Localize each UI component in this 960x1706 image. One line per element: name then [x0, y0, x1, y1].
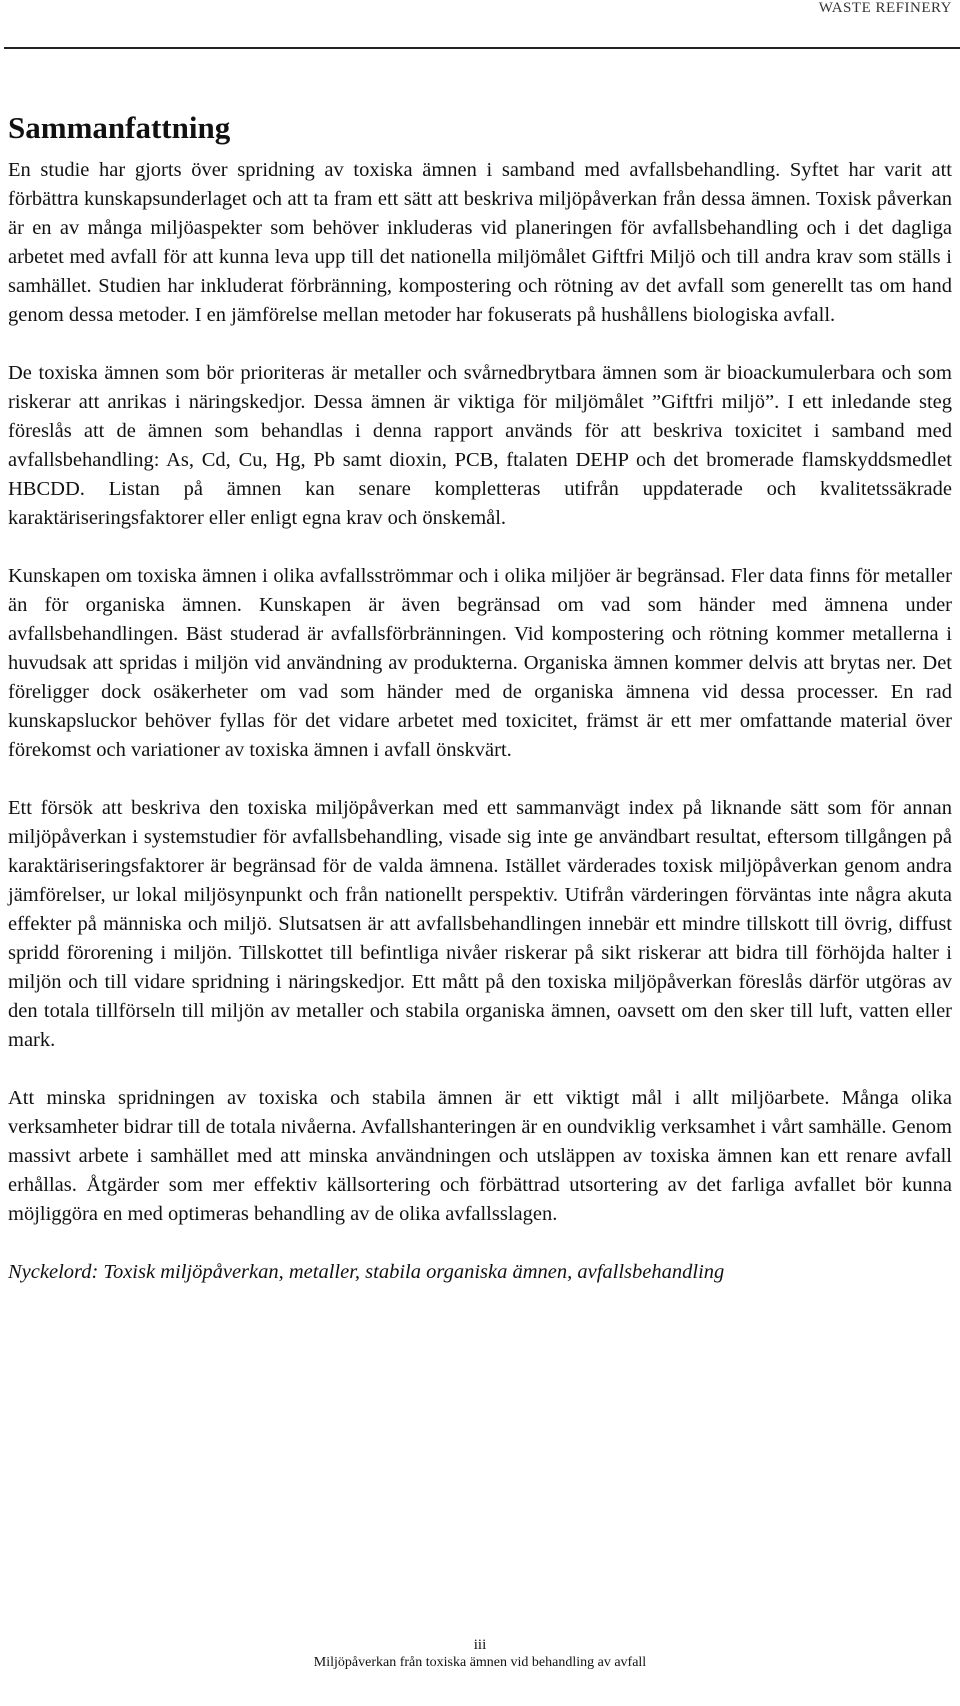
paragraph-5: Att minska spridningen av toxiska och stabila ämnen är ett viktigt mål i allt miljöarbete. Många olika verksamheter bidrar till de totala nivåerna. Avfallshanteringen är en oundviklig verksamhet i vårt samhälle. Genom massivt arbete i samhället med att minska användningen och utsläppen av toxiska ämnen kan ett renare avfall erhållas. Åtgärder som mer effektiv källsortering och förbättrad utsortering av det farliga avfallet bör kunna möjliggöra en med optimeras behandling av de olika avfallsslagen.: [8, 1087, 952, 1225]
page-number: iii: [473, 1637, 487, 1653]
header-divider: [4, 47, 960, 49]
document-body: [8, 108, 952, 1316]
paragraph-4: Ett försök att beskriva den toxiska miljöpåverkan med ett sammanvägt index på liknande sätt som för annan miljöpåverkan i systemstudier för avfallsbehandling, visade sig inte ge användbart resultat, eftersom tillgången på karaktäriseringsfaktorer är begränsad för de valda ämnena. Istället värderades toxisk miljöpåverkan genom andra jämförelser, ur lokal miljösynpunkt och från nationellt perspektiv. Utifrån värderingen förväntas inte några akuta effekter på människa och miljö. Slutsatsen är att avfallsbehandlingen innebär ett mindre tillskott till övrig, diffust spridd förorening i miljön. Tillskottet till befintliga nivåer riskerar på sikt riskerar att bidra till förhöjda halter i miljön och till vidare spridning i näringskedjor. Ett mått på den toxiska miljöpåverkan föreslås därför utgöras av den totala tillförseln till miljön av metaller och stabila organiska ämnen, oavsett om den sker till luft, vatten eller mark.: [8, 797, 952, 1051]
running-header: WASTE REFINERY: [818, 0, 952, 16]
section-title: Sammanfattning: [8, 110, 231, 145]
keywords: Nyckelord: Toxisk miljöpåverkan, metaller, stabila organiska ämnen, avfallsbehandling: [8, 1261, 725, 1283]
paragraph-1: En studie har gjorts över spridning av toxiska ämnen i samband med avfallsbehandling. Syftet har varit att förbättra kunskapsunderlaget och att ta fram ett sätt att beskriva miljöpåverkan från dessa ämnen. Toxisk påverkan är en av många miljöaspekter som behöver inkluderas vid planeringen för avfallsbehandling och i det dagliga arbetet med avfall för att kunna leva upp till det nationella miljömålet Giftfri Miljö och till andra krav som ställs i samhället. Studien har inkluderat förbränning, kompostering och rötning av det avfall som generellt tas om hand genom dessa metoder. I en jämförelse mellan metoder har fokuserats på hushållens biologiska avfall.: [8, 159, 952, 326]
paragraph-3: Kunskapen om toxiska ämnen i olika avfallsströmmar och i olika miljöer är begränsad. Fler data finns för metaller än för organiska ämnen. Kunskapen är även begränsad om vad som händer med ämnena under avfallsbehandlingen. Bäst studerad är avfallsförbränningen. Vid kompostering och rötning kommer metallerna i huvudsak att spridas i miljön vid användning av produkterna. Organiska ämnen kommer delvis att brytas ner. Det föreligger dock osäkerheter om vad som händer med de organiska ämnena vid dessa processer. En rad kunskapsluckor behöver fyllas för det vidare arbetet med toxicitet, främst är ett mer omfattande material över förekomst och variationer av toxiska ämnen i avfall önskvärt.: [8, 565, 952, 761]
page-footer: [0, 1636, 960, 1672]
paragraph-2: De toxiska ämnen som bör prioriteras är metaller och svårnedbrytbara ämnen som är bioackumulerbara och som riskerar att anrikas i näringskedjor. Dessa ämnen är viktiga för miljömålet ”Giftfri miljö”. I ett inledande steg föreslås att de ämnen som behandlas i denna rapport används för att beskriva toxicitet i samband med avfallsbehandling: As, Cd, Cu, Hg, Pb samt dioxin, PCB, ftalaten DEHP och det bromerade flamskyddsmedlet HBCDD. Listan på ämnen kan senare kompletteras utifrån uppdaterade och kvalitetssäkrade karaktäriseringsfaktorer eller enligt egna krav och önskemål.: [8, 362, 952, 529]
footer-title: Miljöpåverkan från toxiska ämnen vid behandling av avfall: [313, 1655, 647, 1670]
